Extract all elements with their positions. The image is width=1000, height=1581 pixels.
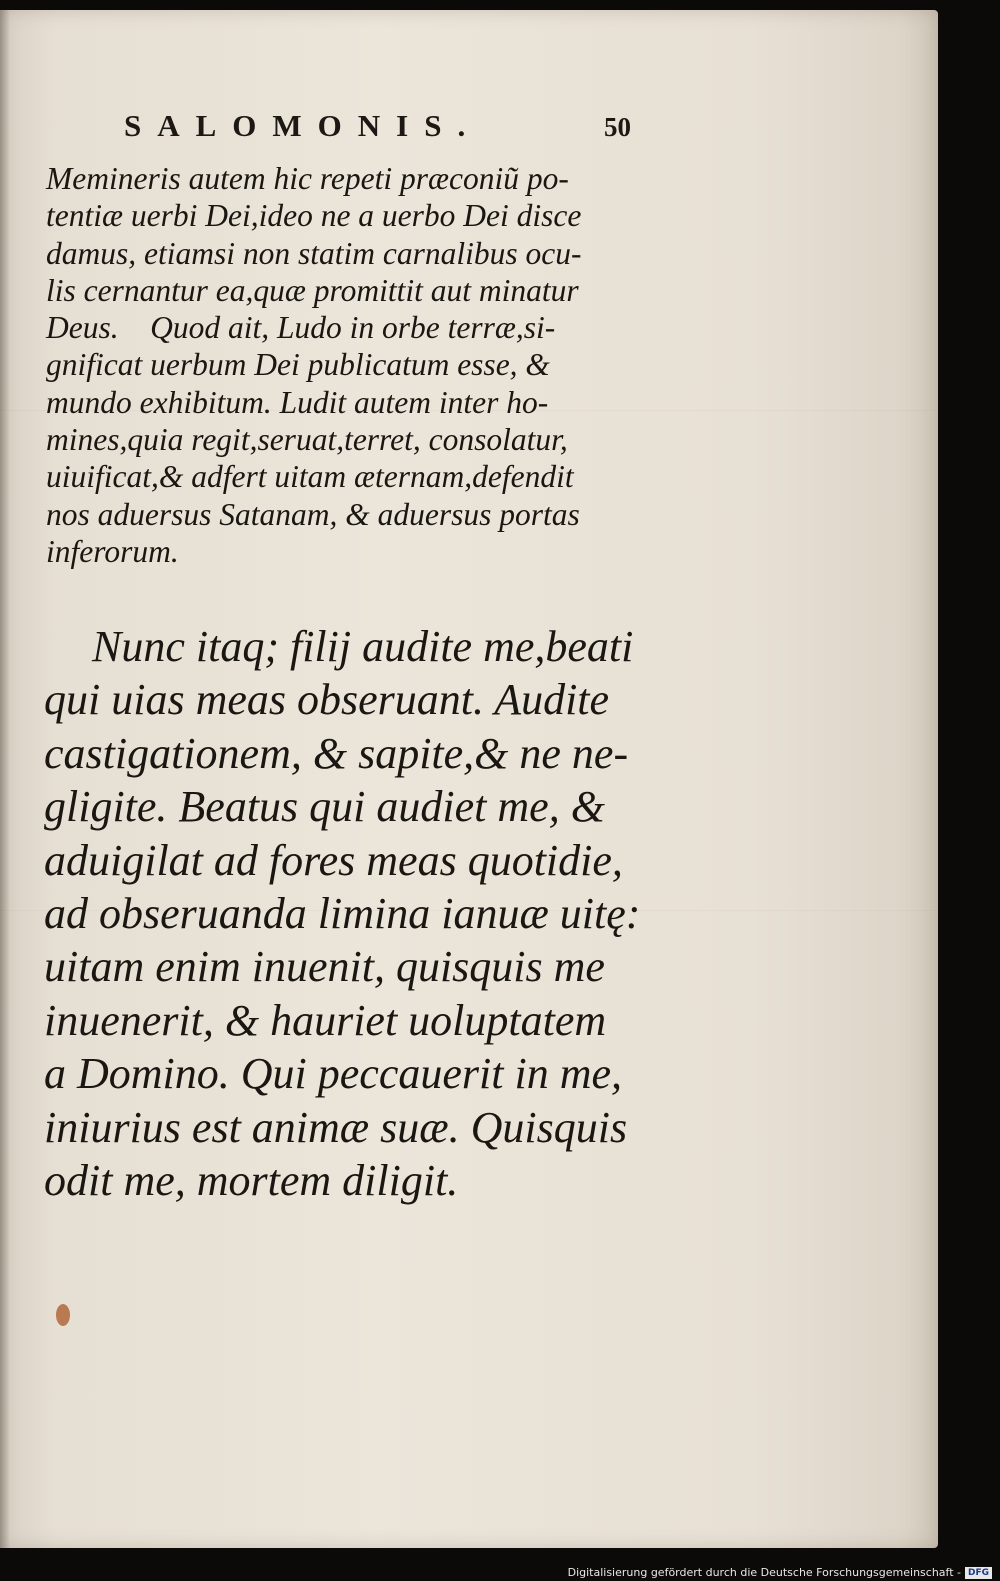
scripture-line: iniurius est animæ suæ. Quisquis [44,1102,628,1152]
commentary-line: Memineris autem hic repeti præconiũ po- [46,161,569,196]
commentary-line: Deus. Quod ait, Ludo in orbe terræ,si- [46,310,556,346]
dfg-logo-icon: DFG [965,1567,992,1579]
commentary-line: damus, etiamsi non statim carnalibus ocu- [46,235,582,271]
scripture-line: uitam enim inuenit, quisquis me [44,942,605,992]
scripture-line: gligite. Beatus qui audiet me, & [44,782,605,832]
scripture-line: a Domino. Qui peccauerit in me, [44,1049,622,1099]
commentary-line: gnificat uerbum Dei publicatum esse, & [46,347,550,383]
gutter-shadow [0,10,10,1548]
commentary-line: mundo exhibitum. Ludit autem inter ho- [46,384,549,420]
paper-stain [56,1304,70,1326]
scripture-line: castigationem, & sapite,& ne ne- [44,728,629,778]
digitization-footer [568,1566,992,1579]
commentary-line: nos aduersus Satanam, & aduersus portas [46,496,580,532]
scripture-line: ad obseruanda limina ianuæ uitę: [44,889,641,939]
commentary-line: uiuificat,& adfert uitam æternam,defendit [46,459,574,495]
running-head-title: SALOMONIS. [124,108,482,143]
scripture-block [44,620,684,1207]
scripture-line: inuenerit, & hauriet uoluptatem [44,995,607,1045]
commentary-line: inferorum. [46,533,179,569]
scripture-line: odit me, mortem diligit. [44,1156,459,1206]
commentary-line: tentiæ uerbi Dei,ideo ne a uerbo Dei disce [46,198,582,234]
scripture-line: qui uias meas obseruant. Audite [44,675,610,725]
commentary-line: mines,quia regit,seruat,terret, consolatur, [46,422,568,458]
commentary-block [46,160,686,570]
scripture-line: aduigilat ad fores meas quotidie, [44,835,623,885]
scripture-line: Nunc itaq; filij audite me,beati [92,622,634,671]
commentary-line: lis cernantur ea,quæ promittit aut minatur [46,272,579,308]
page-number: 50 [604,112,631,142]
footer-credit: Digitalisierung gefördert durch die Deutsche Forschungsgemeinschaft - [567,1566,961,1579]
